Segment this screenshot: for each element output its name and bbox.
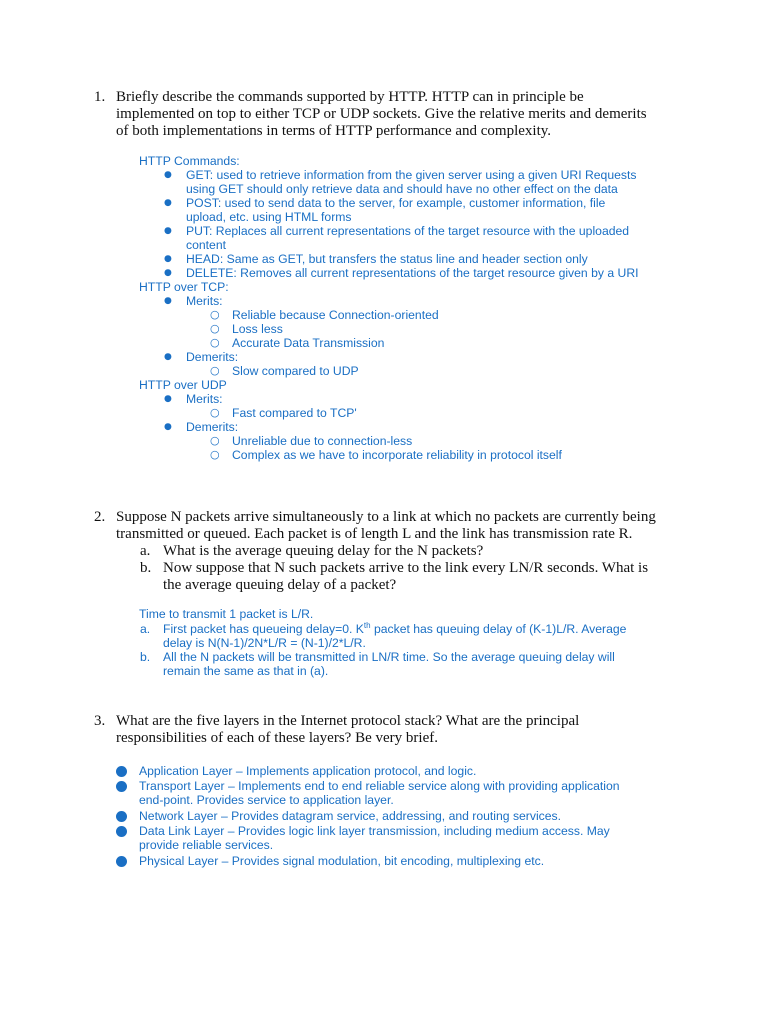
command-post-line-1: POST: used to send data to the server, for example, customer information, file [186, 196, 606, 210]
http-over-tcp-heading: HTTP over TCP: [139, 280, 229, 294]
circle-bullet-icon: ○ [210, 308, 220, 321]
command-put-line-1: PUT: Replaces all current representations of the target resource with the uploaded [186, 224, 630, 238]
tcp-demerits-label: Demerits: [186, 350, 239, 364]
tcp-demerit-1: Slow compared to UDP [232, 364, 359, 378]
answer-2b-line-1: All the N packets will be transmitted in LN/R time. So the average queuing delay will [163, 650, 615, 664]
udp-demerits-label: Demerits: [186, 420, 239, 434]
tcp-merit-2: Loss less [232, 322, 283, 336]
layer-data-link-line-2: provide reliable services. [139, 838, 274, 852]
layer-transport-line-1: Transport Layer – Implements end to end reliable service along with providing application [139, 779, 620, 793]
tcp-merit-1: Reliable because Connection-oriented [232, 308, 439, 322]
bullet-icon: ● [164, 226, 172, 236]
circle-bullet-icon: ○ [210, 406, 220, 419]
bullet-icon [116, 826, 127, 837]
command-put-line-2: content [186, 238, 226, 252]
bullet-icon: ● [164, 170, 172, 180]
question-2a-text: What is the average queuing delay for the N packets? [163, 543, 484, 559]
answer-2a-label: a. [140, 622, 151, 636]
question-1-number: 1. [94, 89, 106, 105]
bullet-icon [116, 856, 127, 867]
command-post-line-2: upload, etc. using HTML forms [186, 210, 352, 224]
bullet-icon: ● [164, 352, 172, 362]
command-get-line-2: using GET should only retrieve data and should have no other effect on the data [186, 182, 618, 196]
answer-2b-label: b. [140, 650, 151, 664]
question-1-line-2: implemented on top to either TCP or UDP sockets. Give the relative merits and demerits [116, 106, 647, 122]
layer-physical: Physical Layer – Provides signal modulation, bit encoding, multiplexing etc. [139, 854, 545, 868]
circle-bullet-icon: ○ [210, 364, 220, 377]
layer-application: Application Layer – Implements application protocol, and logic. [139, 764, 477, 778]
question-3-line-2: responsibilities of each of these layers? Be very brief. [116, 730, 438, 746]
answer-2a-line-1: First packet has queueing delay=0. $K^{th}$ packet has queuing delay of (K-1)L/R. Average [163, 621, 627, 636]
question-3-line-1: What are the five layers in the Internet protocol stack? What are the principal [116, 713, 580, 729]
circle-bullet-icon: ○ [210, 448, 220, 461]
question-2-line-1: Suppose N packets arrive simultaneously to a link at which no packets are currently being [116, 509, 656, 525]
bullet-icon [116, 766, 127, 777]
tcp-merits-label: Merits: [186, 294, 223, 308]
bullet-icon: ● [164, 394, 172, 404]
udp-demerit-2: Complex as we have to incorporate reliability in protocol itself [232, 448, 562, 462]
command-get-line-1: GET: used to retrieve information from the given server using a given URI Requests [186, 168, 637, 182]
udp-merits-label: Merits: [186, 392, 223, 406]
question-2b-line-1: Now suppose that N such packets arrive to the link every LN/R seconds. What is [163, 560, 649, 576]
bullet-icon: ● [164, 198, 172, 208]
http-commands-heading: HTTP Commands: [139, 154, 240, 168]
question-1-line-1: Briefly describe the commands supported by HTTP. HTTP can in principle be [116, 89, 584, 105]
question-2b-line-2: the average queuing delay of a packet? [163, 577, 397, 593]
question-2a-label: a. [140, 543, 151, 559]
http-over-udp-heading: HTTP over UDP [139, 378, 227, 392]
question-1-line-3: of both implementations in terms of HTTP performance and complexity. [116, 123, 552, 139]
bullet-icon: ● [164, 254, 172, 264]
circle-bullet-icon: ○ [210, 322, 220, 335]
udp-merit-1: Fast compared to TCP' [232, 406, 357, 420]
bullet-icon: ● [164, 296, 172, 306]
layer-network: Network Layer – Provides datagram service, addressing, and routing services. [139, 809, 562, 823]
layer-data-link-line-1: Data Link Layer – Provides logic link layer transmission, including medium access. May [139, 824, 610, 838]
command-delete: DELETE: Removes all current representations of the target resource given by a URI [186, 266, 639, 280]
question-3-number: 3. [94, 713, 106, 729]
question-2-line-2: transmitted or queued. Each packet is of length L and the link has transmission rate R. [116, 526, 633, 542]
bullet-icon [116, 811, 127, 822]
question-2b-label: b. [140, 560, 152, 576]
circle-bullet-icon: ○ [210, 434, 220, 447]
circle-bullet-icon: ○ [210, 336, 220, 349]
question-2-number: 2. [94, 509, 106, 525]
bullet-icon: ● [164, 268, 172, 278]
answer-2b-line-2: remain the same as that in (a). [163, 664, 329, 678]
tcp-merit-3: Accurate Data Transmission [232, 336, 385, 350]
bullet-icon: ● [164, 422, 172, 432]
layer-transport-line-2: end-point. Provides service to application layer. [139, 793, 394, 807]
answer-2a-line-2: delay is N(N-1)/2N*L/R = (N-1)/2*L/R. [163, 636, 366, 650]
udp-demerit-1: Unreliable due to connection-less [232, 434, 413, 448]
answer-2-intro: Time to transmit 1 packet is L/R. [139, 607, 314, 621]
bullet-icon [116, 781, 127, 792]
command-head: HEAD: Same as GET, but transfers the status line and header section only [186, 252, 588, 266]
